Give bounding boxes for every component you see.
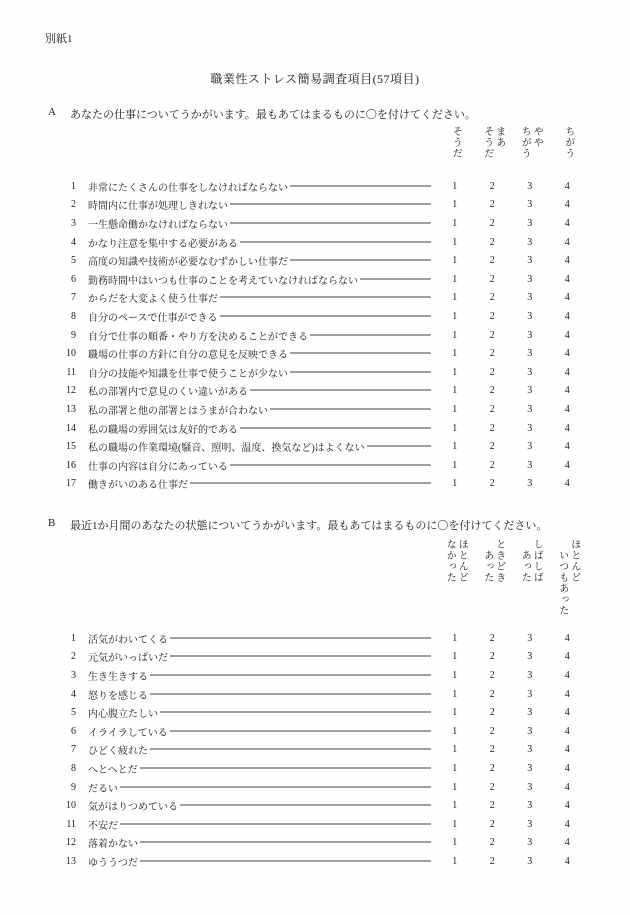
leader-line xyxy=(140,860,431,861)
answer-options xyxy=(436,292,586,303)
answer-option: 4 xyxy=(564,292,570,304)
answer-option: 1 xyxy=(452,688,458,700)
answer-option: 2 xyxy=(489,855,495,867)
answer-option: 1 xyxy=(452,236,458,248)
answer-option: 1 xyxy=(452,385,458,397)
scale-label-hotondo-itsumo-atta: ほとんど いつもあった xyxy=(556,539,580,616)
answer-option: 4 xyxy=(564,725,570,737)
answer-options xyxy=(436,819,586,830)
item-number: 5 xyxy=(71,255,76,267)
answer-option: 3 xyxy=(527,348,533,360)
answer-options xyxy=(436,255,586,266)
answer-option: 1 xyxy=(452,348,458,360)
item-row xyxy=(45,196,586,215)
answer-options xyxy=(436,726,586,737)
leader-line xyxy=(250,390,431,391)
item-row xyxy=(45,214,586,233)
answer-option: 2 xyxy=(489,366,495,378)
item-number: 6 xyxy=(71,273,76,285)
answer-option: 3 xyxy=(527,217,533,229)
item-row xyxy=(45,759,586,778)
answer-option: 3 xyxy=(527,273,533,285)
answer-option: 4 xyxy=(564,329,570,341)
item-number: 5 xyxy=(71,707,76,719)
answer-option: 3 xyxy=(527,762,533,774)
item-number: 16 xyxy=(66,459,76,471)
item-number: 13 xyxy=(66,855,76,867)
answer-option: 2 xyxy=(489,478,495,490)
item-text: 怒りを感じる xyxy=(88,690,148,702)
answer-option: 2 xyxy=(489,762,495,774)
item-text: 私の部署と他の部署とはうまが合わない xyxy=(88,405,268,417)
answer-option: 1 xyxy=(452,855,458,867)
section-b-items-list xyxy=(45,629,586,871)
item-number: 9 xyxy=(71,781,76,793)
item-number: 12 xyxy=(66,837,76,849)
answer-option: 3 xyxy=(527,366,533,378)
answer-option: 1 xyxy=(452,292,458,304)
answer-options xyxy=(436,707,586,718)
answer-option: 2 xyxy=(489,292,495,304)
item-row xyxy=(45,648,586,667)
answer-option: 1 xyxy=(452,744,458,756)
item-text: 不安だ xyxy=(88,820,118,832)
answer-options xyxy=(436,782,586,793)
answer-option: 3 xyxy=(527,292,533,304)
answer-option: 2 xyxy=(489,422,495,434)
item-text: だるい xyxy=(88,783,118,795)
answer-options xyxy=(436,441,586,452)
item-text: かなり注意を集中する必要がある xyxy=(88,238,238,250)
answer-option: 2 xyxy=(489,403,495,415)
item-text: 私の職場の雰囲気は友好的である xyxy=(88,424,238,436)
answer-option: 4 xyxy=(564,762,570,774)
scale-label-hotondo-nakatta: ほとんど なかった xyxy=(444,539,468,583)
answer-options xyxy=(436,689,586,700)
answer-option: 4 xyxy=(564,199,570,211)
item-number: 4 xyxy=(71,688,76,700)
answer-option: 4 xyxy=(564,632,570,644)
answer-options xyxy=(436,237,586,248)
answer-option: 3 xyxy=(527,459,533,471)
item-row xyxy=(45,344,586,363)
item-row xyxy=(45,475,586,494)
answer-option: 1 xyxy=(452,800,458,812)
answer-options xyxy=(436,367,586,378)
item-row xyxy=(45,289,586,308)
answer-options xyxy=(436,199,586,210)
answer-option: 1 xyxy=(452,199,458,211)
answer-option: 3 xyxy=(527,199,533,211)
scale-label-yayachigau: やや ちがう xyxy=(519,126,543,159)
leader-line xyxy=(240,427,431,428)
answer-option: 1 xyxy=(452,255,458,267)
item-row xyxy=(45,251,586,270)
answer-option: 2 xyxy=(489,199,495,211)
leader-line xyxy=(170,730,431,731)
answer-option: 3 xyxy=(527,707,533,719)
item-row xyxy=(45,177,586,196)
item-number: 8 xyxy=(71,310,76,322)
scale-header-slot xyxy=(512,539,550,583)
leader-line xyxy=(180,805,431,806)
item-number: 10 xyxy=(66,800,76,812)
scale-label-chigau: ちがう xyxy=(562,126,574,159)
answer-option: 4 xyxy=(564,478,570,490)
item-text: 私の部署内で意見のくい違いがある xyxy=(88,387,248,399)
leader-line xyxy=(290,185,431,186)
item-row xyxy=(45,437,586,456)
answer-option: 3 xyxy=(527,744,533,756)
answer-option: 1 xyxy=(452,422,458,434)
answer-option: 4 xyxy=(564,651,570,663)
answer-option: 4 xyxy=(564,348,570,360)
leader-line xyxy=(190,483,431,484)
item-number: 12 xyxy=(66,385,76,397)
answer-option: 2 xyxy=(489,273,495,285)
attachment-label: 別紙1 xyxy=(45,33,73,45)
item-number: 11 xyxy=(66,366,76,378)
item-row xyxy=(45,778,586,797)
answer-option: 2 xyxy=(489,688,495,700)
leader-line xyxy=(290,371,431,372)
item-text: へとへとだ xyxy=(88,764,138,776)
answer-option: 1 xyxy=(452,669,458,681)
item-row xyxy=(45,270,586,289)
item-number: 3 xyxy=(71,669,76,681)
answer-options xyxy=(436,181,586,192)
answer-option: 3 xyxy=(527,385,533,397)
item-text: 勤務時間中はいつも仕事のことを考えていなければならない xyxy=(88,275,358,287)
item-number: 7 xyxy=(71,744,76,756)
answer-option: 1 xyxy=(452,459,458,471)
item-text: からだを大変よく使う仕事だ xyxy=(88,294,218,306)
item-number: 15 xyxy=(66,441,76,453)
answer-options xyxy=(436,423,586,434)
answer-option: 1 xyxy=(452,632,458,644)
answer-options xyxy=(436,837,586,848)
answer-options xyxy=(436,460,586,471)
answer-option: 4 xyxy=(564,855,570,867)
answer-options xyxy=(436,274,586,285)
answer-option: 3 xyxy=(527,403,533,415)
answer-option: 2 xyxy=(489,744,495,756)
leader-line xyxy=(140,767,431,768)
item-row xyxy=(45,796,586,815)
leader-line xyxy=(150,749,431,750)
answer-options xyxy=(436,856,586,867)
scale-header-slot xyxy=(474,126,512,159)
answer-option: 3 xyxy=(527,180,533,192)
answer-options xyxy=(436,385,586,396)
item-number: 4 xyxy=(71,236,76,248)
section-b-heading xyxy=(48,517,547,533)
answer-option: 3 xyxy=(527,781,533,793)
answer-option: 2 xyxy=(489,725,495,737)
scale-header-slot xyxy=(549,126,587,159)
answer-option: 3 xyxy=(527,651,533,663)
item-row xyxy=(45,722,586,741)
item-text: イライラしている xyxy=(88,727,168,739)
answer-option: 2 xyxy=(489,818,495,830)
item-number: 6 xyxy=(71,725,76,737)
answer-option: 3 xyxy=(527,688,533,700)
answer-options xyxy=(436,330,586,341)
item-row xyxy=(45,666,586,685)
answer-option: 1 xyxy=(452,329,458,341)
answer-option: 1 xyxy=(452,403,458,415)
item-row xyxy=(45,419,586,438)
section-b-letter: B xyxy=(48,517,56,529)
item-text: 時間内に仕事が処理しきれない xyxy=(88,201,228,213)
item-text: 高度の知識や技術が必要なむずかしい仕事だ xyxy=(88,257,288,269)
item-text: 自分で仕事の順番・やり方を決めることができる xyxy=(88,331,308,343)
scale-label-tokidoki-atta: ときどき あった xyxy=(481,539,505,583)
answer-options xyxy=(436,218,586,229)
answer-option: 1 xyxy=(452,273,458,285)
answer-option: 3 xyxy=(527,329,533,341)
answer-option: 3 xyxy=(527,310,533,322)
item-text: 自分の技能や知識を仕事で使うことが少ない xyxy=(88,368,288,380)
leader-line xyxy=(230,204,431,205)
answer-option: 4 xyxy=(564,688,570,700)
answer-options xyxy=(436,311,586,322)
section-b-answer-scale-headers xyxy=(45,539,586,627)
item-text: 自分のペースで仕事ができる xyxy=(88,312,218,324)
item-row xyxy=(45,703,586,722)
item-text: 元気がいっぱいだ xyxy=(88,653,168,665)
answer-option: 3 xyxy=(527,818,533,830)
leader-line xyxy=(220,315,432,316)
leader-line xyxy=(120,823,431,824)
answer-option: 4 xyxy=(564,422,570,434)
answer-option: 4 xyxy=(564,403,570,415)
answer-option: 4 xyxy=(564,236,570,248)
answer-option: 2 xyxy=(489,800,495,812)
scale-header-slot xyxy=(437,539,475,583)
answer-option: 1 xyxy=(452,217,458,229)
item-number: 2 xyxy=(71,199,76,211)
item-number: 17 xyxy=(66,478,76,490)
item-text: 活気がわいてくる xyxy=(88,634,168,646)
answer-option: 1 xyxy=(452,837,458,849)
section-a-items-list xyxy=(45,177,586,493)
item-text: 気がはりつめている xyxy=(88,802,178,814)
leader-line xyxy=(150,693,431,694)
answer-option: 4 xyxy=(564,441,570,453)
answer-options xyxy=(436,633,586,644)
item-text: 私の職場の作業環境(騒音、照明、温度、換気など)はよくない xyxy=(88,443,365,455)
answer-options xyxy=(436,763,586,774)
item-row xyxy=(45,815,586,834)
item-row xyxy=(45,852,586,871)
answer-option: 3 xyxy=(527,669,533,681)
answer-option: 2 xyxy=(489,180,495,192)
scale-label-maasoda: まあ そうだ xyxy=(481,126,505,159)
answer-option: 2 xyxy=(489,236,495,248)
answer-options xyxy=(436,651,586,662)
leader-line xyxy=(140,842,431,843)
section-a-heading xyxy=(48,106,476,122)
answer-option: 4 xyxy=(564,818,570,830)
scale-header-slot xyxy=(512,126,550,159)
answer-option: 1 xyxy=(452,707,458,719)
leader-line xyxy=(270,408,431,409)
answer-option: 4 xyxy=(564,255,570,267)
answer-option: 1 xyxy=(452,180,458,192)
section-a-instruction: あなたの仕事についてうかがいます。最もあてはまるものに〇を付けてください。 xyxy=(70,109,476,121)
answer-option: 3 xyxy=(527,422,533,434)
answer-option: 3 xyxy=(527,255,533,267)
answer-option: 4 xyxy=(564,837,570,849)
item-row xyxy=(45,382,586,401)
item-number: 14 xyxy=(66,422,76,434)
answer-option: 2 xyxy=(489,348,495,360)
leader-line xyxy=(160,712,431,713)
scale-header-slot xyxy=(474,539,512,583)
item-number: 7 xyxy=(71,292,76,304)
scale-label-soda: そうだ xyxy=(450,126,462,159)
item-number: 11 xyxy=(66,818,76,830)
answer-option: 3 xyxy=(527,441,533,453)
answer-option: 3 xyxy=(527,478,533,490)
leader-line xyxy=(220,297,431,298)
leader-line xyxy=(367,446,431,447)
item-number: 8 xyxy=(71,762,76,774)
answer-option: 2 xyxy=(489,329,495,341)
answer-option: 2 xyxy=(489,632,495,644)
answer-option: 1 xyxy=(452,762,458,774)
item-text: 職場の仕事の方針に自分の意見を反映できる xyxy=(88,350,288,362)
answer-option: 2 xyxy=(489,255,495,267)
leader-line xyxy=(120,786,431,787)
item-text: 一生懸命働かなければならない xyxy=(88,219,228,231)
item-text: 仕事の内容は自分にあっている xyxy=(88,461,228,473)
item-number: 1 xyxy=(71,632,76,644)
scale-header-slot xyxy=(437,126,475,159)
item-number: 1 xyxy=(71,180,76,192)
item-row xyxy=(45,233,586,252)
answer-option: 2 xyxy=(489,310,495,322)
item-text: 非常にたくさんの仕事をしなければならない xyxy=(88,182,288,194)
answer-option: 4 xyxy=(564,459,570,471)
leader-line xyxy=(290,260,431,261)
answer-option: 1 xyxy=(452,478,458,490)
answer-option: 2 xyxy=(489,217,495,229)
answer-option: 4 xyxy=(564,744,570,756)
answer-option: 2 xyxy=(489,459,495,471)
answer-option: 3 xyxy=(527,800,533,812)
item-text: 内心腹立たしい xyxy=(88,709,158,721)
item-row xyxy=(45,456,586,475)
leader-line xyxy=(360,278,431,279)
section-a-letter: A xyxy=(48,106,56,118)
answer-option: 3 xyxy=(527,725,533,737)
item-text: ゆううつだ xyxy=(88,857,138,869)
leader-line xyxy=(230,464,431,465)
leader-line xyxy=(310,334,431,335)
answer-option: 4 xyxy=(564,385,570,397)
item-row xyxy=(45,326,586,345)
leader-line xyxy=(150,674,431,675)
leader-line xyxy=(170,637,431,638)
section-a-answer-scale-headers xyxy=(45,126,586,176)
item-number: 10 xyxy=(66,348,76,360)
answer-options xyxy=(436,404,586,415)
answer-option: 4 xyxy=(564,366,570,378)
answer-option: 4 xyxy=(564,273,570,285)
answer-option: 1 xyxy=(452,366,458,378)
answer-option: 1 xyxy=(452,818,458,830)
leader-line xyxy=(230,222,431,223)
answer-option: 2 xyxy=(489,781,495,793)
answer-option: 2 xyxy=(489,707,495,719)
leader-line xyxy=(240,241,431,242)
answer-options xyxy=(436,670,586,681)
answer-option: 1 xyxy=(452,725,458,737)
item-number: 9 xyxy=(71,329,76,341)
item-row xyxy=(45,363,586,382)
item-row xyxy=(45,307,586,326)
answer-options xyxy=(436,744,586,755)
answer-option: 1 xyxy=(452,781,458,793)
item-text: 働きがいのある仕事だ xyxy=(88,480,188,492)
item-number: 13 xyxy=(66,403,76,415)
answer-option: 4 xyxy=(564,800,570,812)
answer-option: 4 xyxy=(564,217,570,229)
answer-option: 1 xyxy=(452,310,458,322)
answer-option: 2 xyxy=(489,837,495,849)
item-row xyxy=(45,400,586,419)
answer-option: 4 xyxy=(564,310,570,322)
answer-option: 1 xyxy=(452,441,458,453)
scale-label-shibashiba-atta: しばしば あった xyxy=(519,539,543,583)
item-row xyxy=(45,629,586,648)
answer-option: 2 xyxy=(489,441,495,453)
answer-options xyxy=(436,348,586,359)
leader-line xyxy=(170,656,431,657)
answer-option: 2 xyxy=(489,385,495,397)
answer-option: 4 xyxy=(564,669,570,681)
item-row xyxy=(45,834,586,853)
answer-option: 3 xyxy=(527,632,533,644)
page-title: 職業性ストレス簡易調査項目(57項目) xyxy=(210,72,420,86)
answer-options xyxy=(436,800,586,811)
leader-line xyxy=(290,353,431,354)
item-number: 3 xyxy=(71,217,76,229)
answer-option: 3 xyxy=(527,837,533,849)
item-row xyxy=(45,741,586,760)
answer-options xyxy=(436,478,586,489)
answer-option: 3 xyxy=(527,855,533,867)
item-text: 生き生きする xyxy=(88,671,148,683)
answer-option: 3 xyxy=(527,236,533,248)
answer-option: 2 xyxy=(489,669,495,681)
scale-header-slot xyxy=(549,539,587,616)
answer-option: 1 xyxy=(452,651,458,663)
item-row xyxy=(45,685,586,704)
item-text: 落着かない xyxy=(88,839,138,851)
item-text: ひどく疲れた xyxy=(88,746,148,758)
answer-option: 4 xyxy=(564,180,570,192)
answer-option: 4 xyxy=(564,781,570,793)
answer-option: 4 xyxy=(564,707,570,719)
answer-option: 2 xyxy=(489,651,495,663)
section-b-instruction: 最近1か月間のあなたの状態についてうかがいます。最もあてはまるものに〇を付けてください。 xyxy=(70,520,548,532)
item-number: 2 xyxy=(71,651,76,663)
